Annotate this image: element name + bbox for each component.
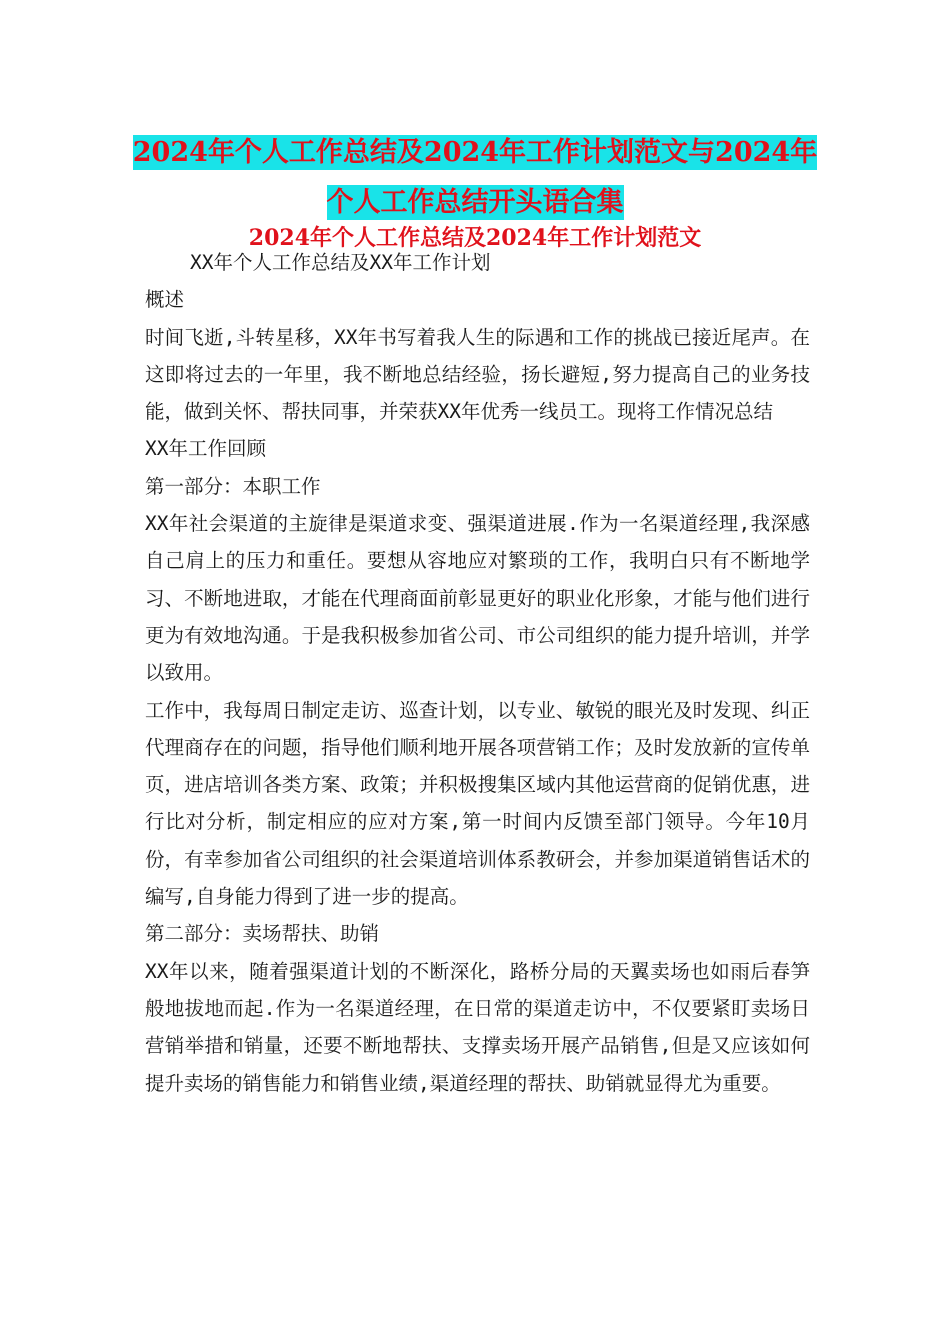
- document-subtitle: 2024年个人工作总结及2024年工作计划范文: [248, 225, 702, 251]
- section-label-review: XX年工作回顾: [145, 437, 266, 461]
- paragraph-heading: XX年个人工作总结及XX年工作计划: [190, 251, 491, 274]
- title-line-1: 2024年个人工作总结及2024年工作计划范文与2024年: [132, 137, 818, 168]
- paragraph: 工作中，我每周日制定走访、巡查计划，以专业、敏锐的眼光及时发现、纠正代理商存在的问题，指导他们顺利地开展各项营销工作；及时发放新的宣传单页，进店培训各类方案、政策；并积极搜集区域内其他运营商的促销优惠，进行比对分析，制定相应的应对方案,第一时间内反馈至部门领导。今年10月份，有幸参加省公司组织的社会渠道培训体系教研会，并参加渠道销售话术的编写,自身能力得到了进一步的提高。: [145, 698, 810, 909]
- paragraph: XX年社会渠道的主旋律是渠道求变、强渠道进展.作为一名渠道经理,我深感自己肩上的压力和重任。要想从容地应对繁琐的工作，我明白只有不断地学习、不断地进取，才能在代理商面前彰显更好的职业化形象，才能与他们进行更为有效地沟通。于是我积极参加省公司、市公司组织的能力提升培训，并学以致用。: [145, 512, 810, 685]
- document-body: [145, 244, 810, 1102]
- section-label-overview: 概述: [145, 288, 185, 312]
- paragraph: 时间飞逝,斗转星移，XX年书写着我人生的际遇和工作的挑战已接近尾声。在这即将过去的一年里，我不断地总结经验，扬长避短,努力提高自己的业务技能，做到关怀、帮扶同事，并荣获XX年优秀一线员工。现将工作情况总结: [145, 325, 810, 424]
- title-line-2: 个人工作总结开头语合集: [326, 187, 624, 218]
- section-label-part-two: 第二部分：卖场帮扶、助销: [145, 922, 380, 946]
- document-title: [0, 128, 950, 228]
- paragraph: XX年以来，随着强渠道计划的不断深化，路桥分局的天翼卖场也如雨后春笋般地拔地而起.作为一名渠道经理，在日常的渠道走访中，不仅要紧盯卖场日营销举措和销量，还要不断地帮扶、支撑卖场开展产品销售,但是又应该如何提升卖场的销售能力和销售业绩,渠道经理的帮扶、助销就显得尤为重要。: [145, 959, 810, 1095]
- section-label-part-one: 第一部分：本职工作: [145, 474, 321, 498]
